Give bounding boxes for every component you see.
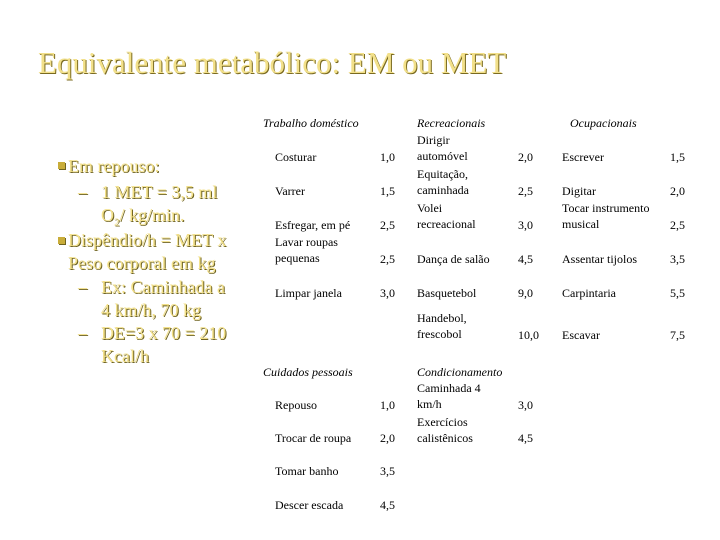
expenditure-line1: Dispêndio/h = MET x: [68, 230, 227, 250]
met-value: 1,5: [380, 184, 395, 198]
met-value: 4,5: [380, 498, 395, 512]
list-item: Varrer: [275, 184, 305, 198]
list-item: Repouso: [275, 398, 317, 412]
dash: –: [78, 323, 87, 343]
list-item: Exercícios: [417, 415, 468, 429]
list-item: Tocar instrumento: [562, 201, 650, 215]
list-item: Costurar: [275, 150, 317, 164]
met-value: 3,5: [670, 252, 685, 266]
met-value: 1,5: [670, 150, 685, 164]
list-item: Limpar janela: [275, 286, 342, 300]
met-value: 3,0: [380, 286, 395, 300]
list-item: Assentar tijolos: [562, 252, 637, 266]
header-domestic: Trabalho doméstico: [263, 116, 359, 130]
list-item: Lavar roupas: [275, 235, 338, 249]
list-item: Trocar de roupa: [275, 431, 352, 445]
met-value: 2,0: [380, 431, 395, 445]
list-item: Volei: [417, 201, 443, 215]
list-item: Escavar: [562, 328, 600, 342]
list-item: Esfregar, em pé: [275, 218, 351, 232]
met-value: 1,0: [380, 150, 395, 164]
met-value: 5,5: [670, 286, 685, 300]
met-value: 7,5: [670, 328, 685, 342]
met-value: 4,5: [518, 431, 533, 445]
met-value: 4,5: [518, 252, 533, 266]
list-item-cont: km/h: [417, 397, 442, 411]
dash: –: [78, 182, 87, 202]
example-line2: 4 km/h, 70 kg: [101, 300, 202, 320]
met-value: 9,0: [518, 286, 533, 300]
met-value: 1,0: [380, 398, 395, 412]
list-item-cont: frescobol: [417, 327, 462, 341]
header-personal: Cuidados pessoais: [263, 365, 353, 379]
list-item: Escrever: [562, 150, 604, 164]
list-item: Digitar: [562, 184, 596, 198]
bullet-square-icon: [58, 162, 65, 169]
list-item: Dança de salão: [417, 252, 490, 266]
met-value: 10,0: [518, 328, 539, 342]
list-item-cont: caminhada: [417, 183, 469, 197]
met-definition-line1: 1 MET = 3,5 ml: [101, 182, 218, 202]
list-item: Descer escada: [275, 498, 344, 512]
met-definition-line2: $O_2/$ kg/min.: [101, 205, 185, 229]
met-value: 2,5: [380, 218, 395, 232]
met-value: 2,5: [518, 184, 533, 198]
met-value: 3,0: [518, 398, 533, 412]
list-item: Tomar banho: [275, 464, 339, 478]
met-value: 2,0: [670, 184, 685, 198]
bullet-rest: Em repouso:: [68, 156, 160, 176]
list-item-cont: calistênicos: [417, 431, 473, 445]
met-value: 3,0: [518, 218, 533, 232]
header-conditioning: Condicionamento: [417, 365, 503, 379]
page-title: Equivalente metabólico: EM ou MET: [38, 45, 507, 80]
example-line1: Ex: Caminhada a: [101, 277, 225, 297]
list-item: Carpintaria: [562, 286, 616, 300]
met-value: 2,5: [380, 252, 395, 266]
met-value: 2,5: [670, 218, 685, 232]
list-item-cont: pequenas: [275, 251, 320, 265]
met-value: 3,5: [380, 464, 395, 478]
dash: –: [78, 277, 87, 297]
expenditure-line2: Peso corporal em kg: [68, 253, 216, 273]
list-item: Dirigir: [417, 133, 450, 147]
list-item-cont: musical: [562, 217, 600, 231]
list-item: Caminhada 4: [417, 381, 481, 395]
calc-line1: DE=3 x 70 = 210: [101, 323, 227, 343]
list-item: Equitação,: [417, 167, 468, 181]
met-value: 2,0: [518, 150, 533, 164]
list-item-cont: automóvel: [417, 149, 468, 163]
list-item-cont: recreacional: [417, 217, 476, 231]
bullet-square-icon: [58, 237, 65, 244]
calc-line2: Kcal/h: [101, 346, 149, 366]
list-item: Basquetebol: [417, 286, 477, 300]
header-recreational: Recreacionais: [417, 116, 486, 130]
list-item: Handebol,: [417, 311, 467, 325]
header-occupational: Ocupacionais: [570, 116, 637, 130]
